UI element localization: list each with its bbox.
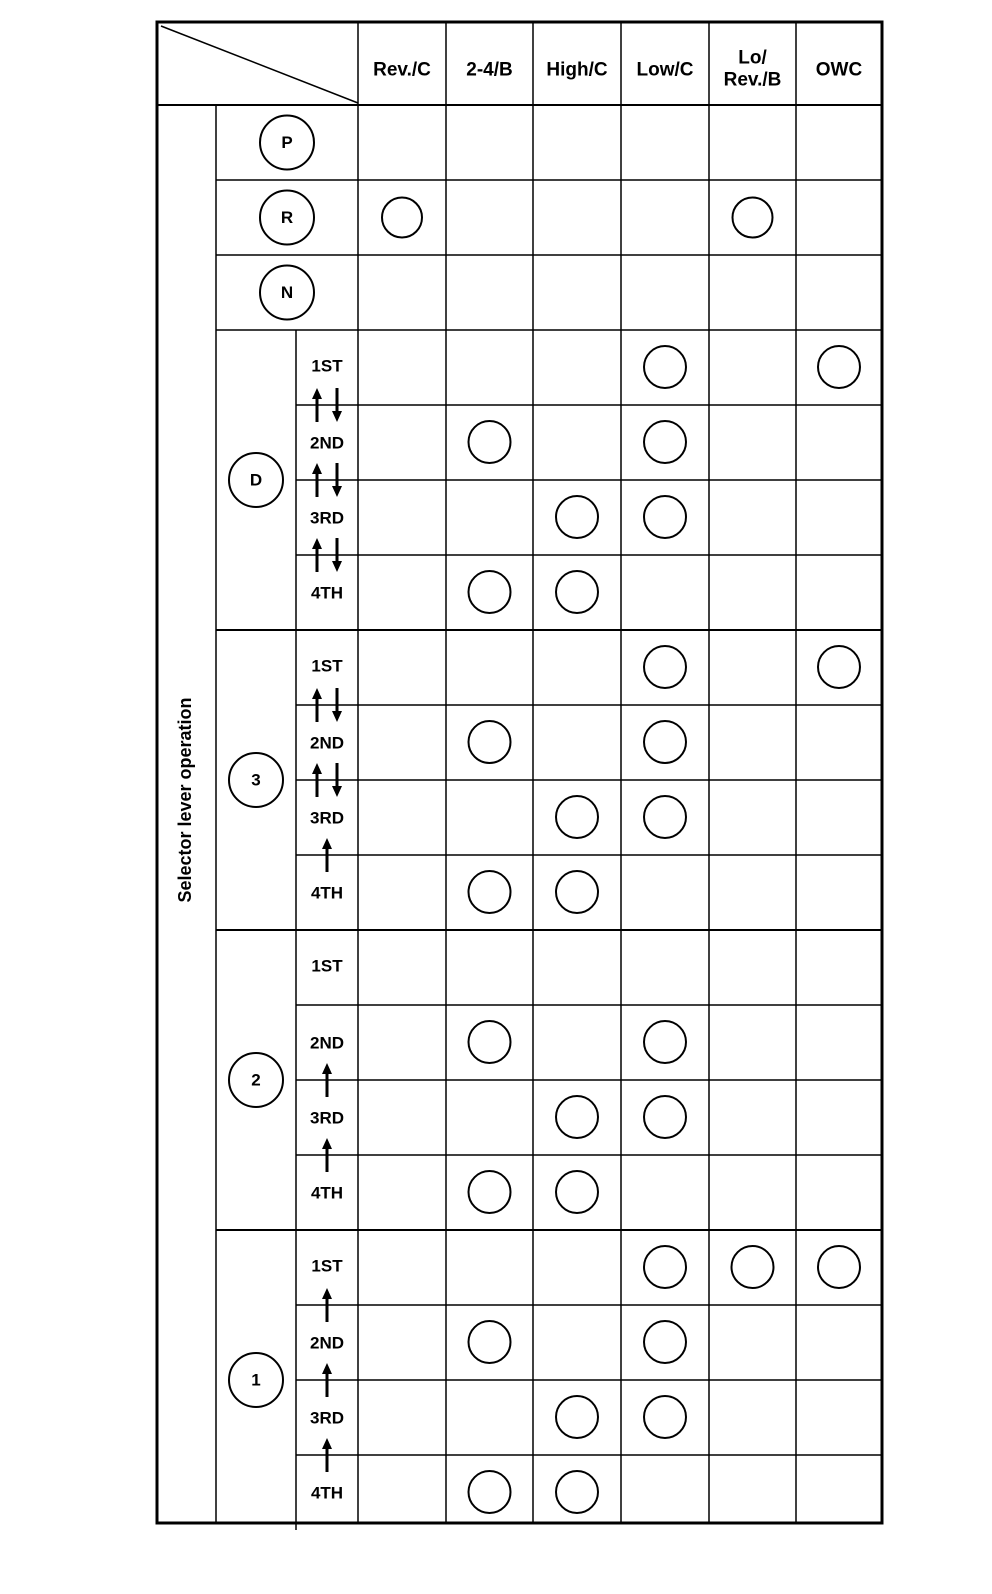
header-diagonal-line xyxy=(161,26,358,103)
gear-label-2-1ST: 1ST xyxy=(311,956,343,976)
column-header-1: 2-4/B xyxy=(466,59,513,81)
engaged-mark-1-4TH-2 xyxy=(556,1471,598,1513)
gear-label-D-1ST: 1ST xyxy=(311,356,343,376)
position-label-2: 2 xyxy=(251,1070,261,1090)
engaged-mark-1-1ST-4 xyxy=(732,1246,774,1288)
engaged-mark-1-2ND-3 xyxy=(644,1321,686,1363)
engaged-mark-R-0 xyxy=(382,198,422,238)
gear-label-3-3RD: 3RD xyxy=(309,808,345,828)
gear-label-2-3RD: 3RD xyxy=(309,1108,345,1128)
engaged-mark-3-3RD-2 xyxy=(556,796,598,838)
column-header-2: High/C xyxy=(546,59,608,81)
gear-label-3-2ND: 2ND xyxy=(309,733,345,753)
position-label-P: P xyxy=(281,133,293,152)
engaged-mark-3-4TH-1 xyxy=(469,871,511,913)
position-label-1: 1 xyxy=(251,1370,261,1390)
gear-label-1-2ND: 2ND xyxy=(309,1333,345,1353)
gear-label-1-4TH: 4TH xyxy=(310,1483,344,1503)
engaged-mark-3-3RD-3 xyxy=(644,796,686,838)
engaged-mark-D-4TH-1 xyxy=(469,571,511,613)
engaged-mark-D-1ST-3 xyxy=(644,346,686,388)
position-label-D: D xyxy=(249,470,263,490)
column-header-4-line1: Lo/ xyxy=(738,47,767,69)
engaged-mark-2-4TH-2 xyxy=(556,1171,598,1213)
engaged-mark-2-3RD-2 xyxy=(556,1096,598,1138)
side-label: Selector lever operation xyxy=(175,697,195,903)
engaged-mark-3-2ND-1 xyxy=(469,721,511,763)
column-header-3: Low/C xyxy=(636,59,694,81)
gear-label-2-4TH: 4TH xyxy=(310,1183,344,1203)
engaged-mark-D-3RD-2 xyxy=(556,496,598,538)
engaged-mark-1-4TH-1 xyxy=(469,1471,511,1513)
gear-label-3-4TH: 4TH xyxy=(310,883,344,903)
position-label-R: R xyxy=(280,208,294,227)
engaged-mark-D-2ND-1 xyxy=(469,421,511,463)
gear-label-2-2ND: 2ND xyxy=(309,1033,345,1053)
engaged-mark-2-2ND-3 xyxy=(644,1021,686,1063)
engaged-mark-3-1ST-5 xyxy=(818,646,860,688)
gear-label-3-1ST: 1ST xyxy=(311,656,343,676)
gear-label-D-3RD: 3RD xyxy=(309,508,345,528)
engaged-mark-D-1ST-5 xyxy=(818,346,860,388)
engaged-mark-1-1ST-3 xyxy=(644,1246,686,1288)
gear-label-1-3RD: 3RD xyxy=(309,1408,345,1428)
column-header-5: OWC xyxy=(815,59,863,81)
gear-label-D-4TH: 4TH xyxy=(310,583,344,603)
engaged-mark-R-4 xyxy=(733,198,773,238)
column-header-0: Rev./C xyxy=(373,59,431,81)
engaged-mark-1-3RD-3 xyxy=(644,1396,686,1438)
column-header-4-line2: Rev./B xyxy=(723,69,782,91)
position-label-3: 3 xyxy=(251,770,261,790)
engaged-mark-D-2ND-3 xyxy=(644,421,686,463)
engaged-mark-3-2ND-3 xyxy=(644,721,686,763)
engaged-mark-2-3RD-3 xyxy=(644,1096,686,1138)
engaged-mark-3-1ST-3 xyxy=(644,646,686,688)
engaged-mark-D-3RD-3 xyxy=(644,496,686,538)
engaged-mark-2-2ND-1 xyxy=(469,1021,511,1063)
engaged-mark-1-2ND-1 xyxy=(469,1321,511,1363)
engaged-mark-2-4TH-1 xyxy=(469,1171,511,1213)
gear-label-1-1ST: 1ST xyxy=(311,1256,343,1276)
position-label-N: N xyxy=(280,283,294,302)
table-border xyxy=(157,22,882,1523)
engaged-mark-D-4TH-2 xyxy=(556,571,598,613)
engaged-mark-1-3RD-2 xyxy=(556,1396,598,1438)
engaged-mark-3-4TH-2 xyxy=(556,871,598,913)
gear-label-D-2ND: 2ND xyxy=(309,433,345,453)
engaged-mark-1-1ST-5 xyxy=(818,1246,860,1288)
